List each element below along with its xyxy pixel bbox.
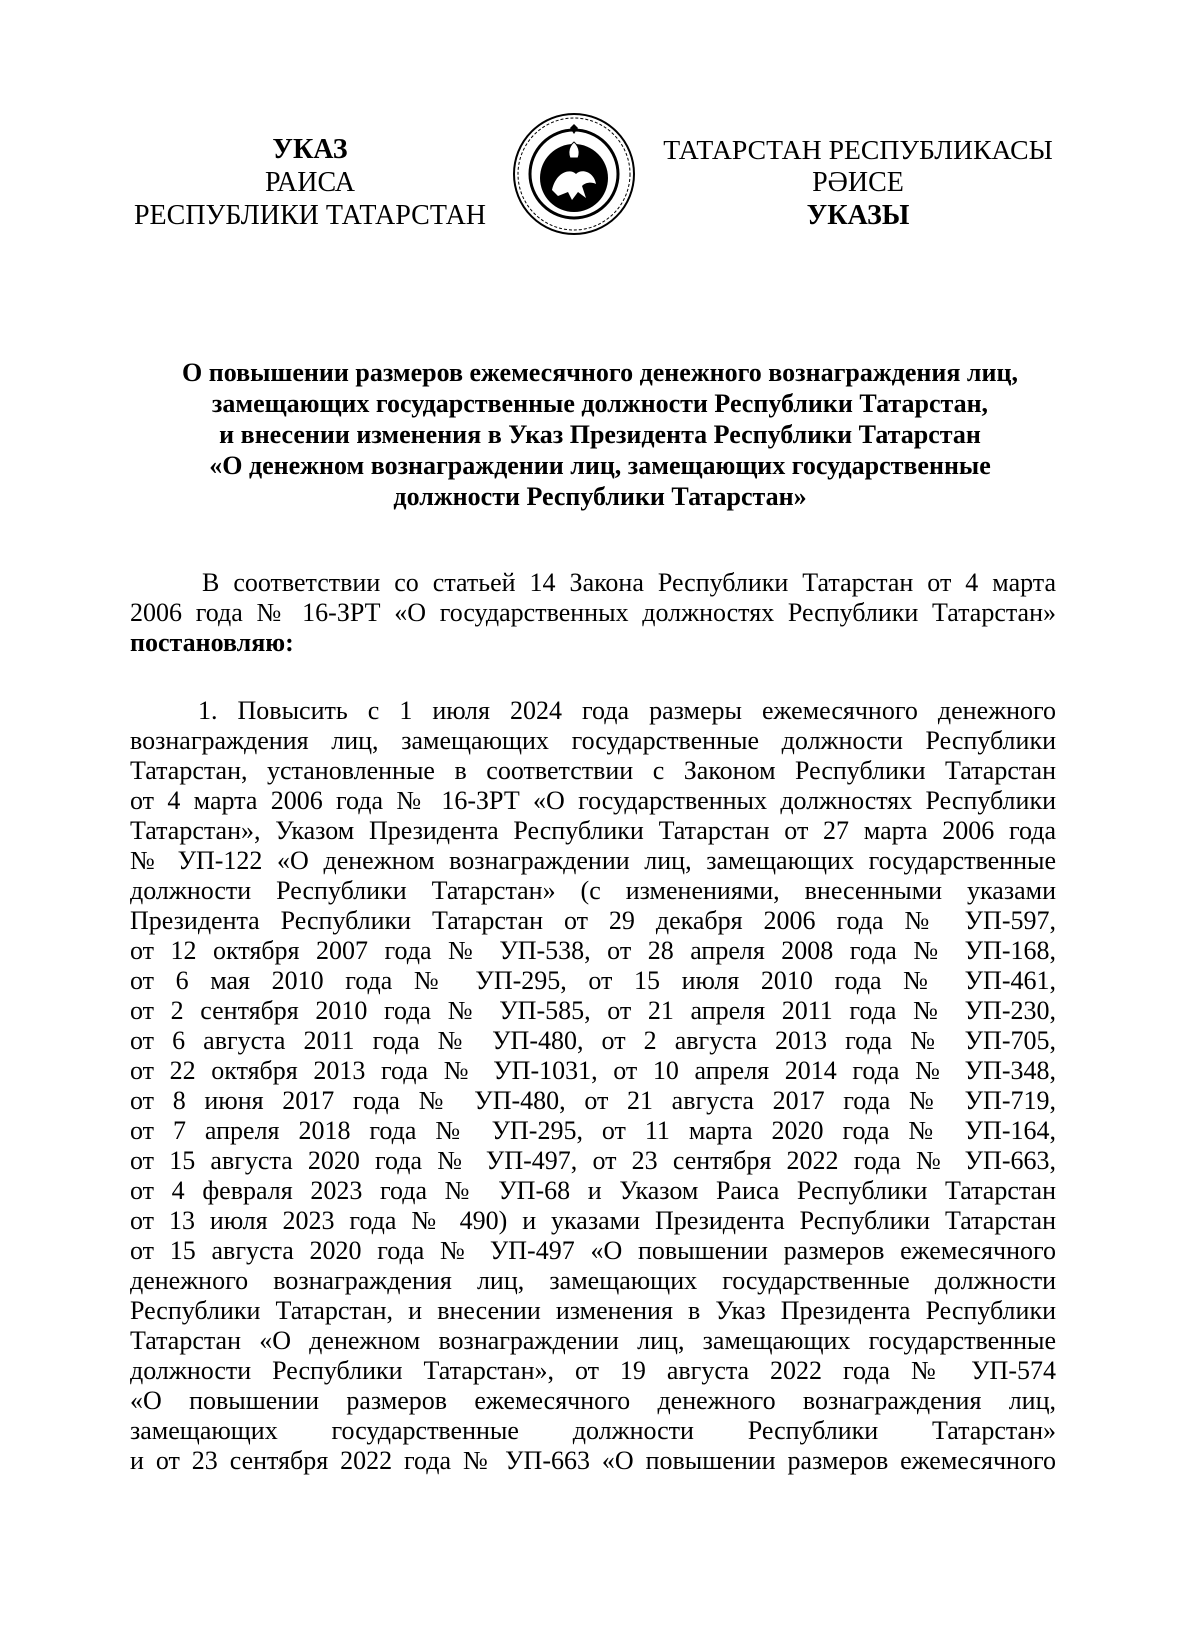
body-line: от 15 августа 2020 года № УП-497 «О повышении размеров ежемесячного	[130, 1236, 1056, 1265]
body-line: от 12 октября 2007 года № УП-538, от 28 апреля 2008 года № УП-168,	[130, 936, 1056, 965]
header-left-line: РЕСПУБЛИКИ ТАТАРСТАН	[133, 200, 487, 231]
title-line: и внесении изменения в Указ Президента Республики Татарстан	[219, 420, 981, 449]
body-line: от 6 мая 2010 года № УП-295, от 15 июля 2010 года № УП-461,	[130, 966, 1056, 995]
header-left	[130, 133, 490, 232]
body-line: «О повышении размеров ежемесячного денежного вознаграждения лиц,	[130, 1386, 1056, 1415]
header-right-line: РӘИСЕ	[812, 167, 904, 198]
body-line: В соответствии со статьей 14 Закона Республики Татарстан от 4 марта	[202, 568, 1056, 597]
body-line: от 7 апреля 2018 года № УП-295, от 11 марта 2020 года № УП-164,	[130, 1116, 1056, 1145]
body-line: от 2 сентября 2010 года № УП-585, от 21 апреля 2011 года № УП-230,	[130, 996, 1056, 1025]
title-line: должности Республики Татарстан»	[393, 482, 807, 511]
document-title	[110, 357, 1090, 512]
body-line: от 4 марта 2006 года № 16-ЗРТ «О государственных должностях Республики	[130, 786, 1056, 815]
header-left-line: УКАЗ	[272, 134, 348, 165]
body-line: от 22 октября 2013 года № УП-1031, от 10 апреля 2014 года № УП-348,	[130, 1056, 1056, 1085]
body-line: 2006 года № 16-ЗРТ «О государственных должностях Республики Татарстан»	[130, 598, 1056, 627]
title-line: О повышении размеров ежемесячного денежного вознаграждения лиц,	[182, 358, 1018, 387]
body-line: замещающих государственные должности Республики Татарстан»	[130, 1416, 1056, 1445]
body-line: Татарстан», Указом Президента Республики Татарстан от 27 марта 2006 года	[130, 816, 1056, 845]
body-line: Республики Татарстан, и внесении изменения в Указ Президента Республики	[130, 1296, 1056, 1325]
body-line: Президента Республики Татарстан от 29 декабря 2006 года № УП-597,	[130, 906, 1056, 935]
body-line: от 15 августа 2020 года № УП-497, от 23 сентября 2022 года № УП-663,	[130, 1146, 1056, 1175]
document-body	[130, 568, 1056, 1476]
body-line: от 4 февраля 2023 года № УП-68 и Указом Раиса Республики Татарстан	[130, 1176, 1056, 1205]
header-right-line: ТАТАРСТАН РЕСПУБЛИКАСЫ	[663, 134, 1053, 165]
body-line: вознаграждения лиц, замещающих государственные должности Республики	[130, 726, 1056, 755]
body-line: Татарстан «О денежном вознаграждении лиц, замещающих государственные	[130, 1326, 1056, 1355]
body-line: должности Республики Татарстан», от 19 августа 2022 года № УП-574	[130, 1356, 1056, 1385]
body-line: должности Республики Татарстан» (с изменениями, внесенными указами	[130, 876, 1056, 905]
body-line: от 13 июля 2023 года № 490) и указами Президента Республики Татарстан	[130, 1206, 1056, 1235]
header-left-line: РАИСА	[265, 167, 355, 198]
body-line: 1. Повысить с 1 июля 2024 года размеры ежемесячного денежного	[198, 696, 1056, 725]
body-line: и от 23 сентября 2022 года № УП-663 «О повышении размеров ежемесячного	[130, 1446, 1056, 1475]
body-line: № УП-122 «О денежном вознаграждении лиц, замещающих государственные	[130, 846, 1056, 875]
body-line: от 8 июня 2017 года № УП-480, от 21 августа 2017 года № УП-719,	[130, 1086, 1056, 1115]
body-line: Татарстан, установленные в соответствии с Законом Республики Татарстан	[130, 756, 1056, 785]
header-right	[662, 133, 1054, 232]
preamble	[130, 568, 1056, 658]
title-line: замещающих государственные должности Республики Татарстан,	[211, 389, 989, 418]
body-line: от 6 августа 2011 года № УП-480, от 2 августа 2013 года № УП-705,	[130, 1026, 1056, 1055]
header-right-line: УКАЗЫ	[806, 200, 910, 231]
body-line: постановляю:	[130, 628, 294, 657]
coat-of-arms-emblem	[512, 112, 636, 236]
title-line: «О денежном вознаграждении лиц, замещающих государственные	[209, 451, 991, 480]
paragraph-1	[130, 696, 1056, 1476]
body-line: денежного вознаграждения лиц, замещающих государственные должности	[130, 1266, 1056, 1295]
